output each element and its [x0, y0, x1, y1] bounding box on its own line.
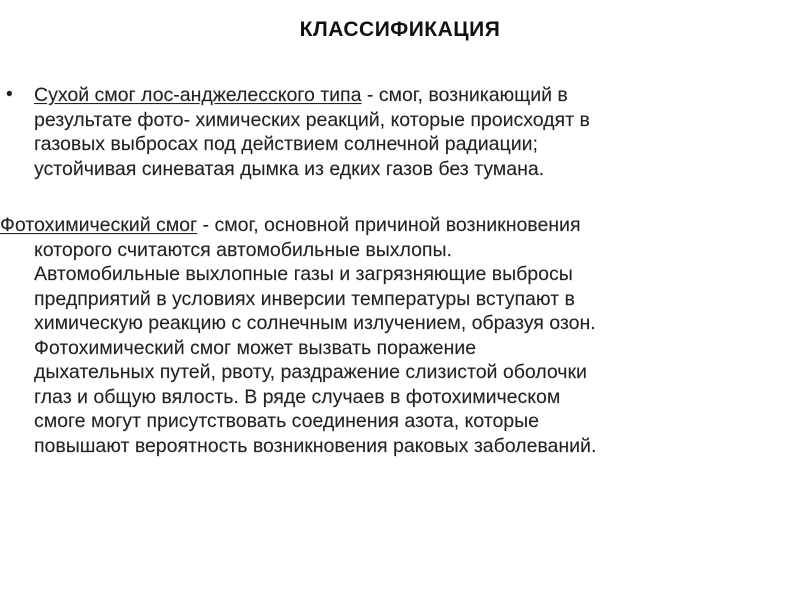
paragraph-line: Автомобильные выхлопные газы и загрязняющие выбросы — [34, 263, 573, 285]
term-photochemical-smog: Фотохимический смог — [0, 214, 198, 236]
paragraph-line: устойчивая синеватая дымка из едких газов без тумана. — [34, 157, 545, 180]
paragraph-line: газовых выбросах под действием солнечной радиации; — [34, 133, 538, 155]
slide-title: КЛАССИФИКАЦИЯ — [299, 18, 501, 41]
paragraph-line — [0, 213, 800, 238]
paragraph-line-text: - смог, возникающий в — [361, 84, 568, 106]
paragraph-line: Фотохимический смог может вызвать поражение — [34, 336, 477, 359]
paragraph-line: повышают вероятность возникновения раковых заболеваний. — [34, 434, 597, 457]
bullet-icon: • — [6, 84, 13, 105]
paragraph-photochemical-smog — [0, 213, 800, 458]
paragraph-dry-smog — [34, 83, 794, 181]
paragraph-line: глаз и общую вялость. В ряде случаев в фотохимическом — [34, 385, 561, 408]
paragraph-line-text: - смог, основной причиной возникновения — [197, 214, 581, 236]
paragraph-line — [34, 83, 794, 108]
paragraph-line: химическую реакцию с солнечным излучением, образуя озон. — [34, 312, 596, 334]
paragraph-line: смоге могут присутствовать соединения азота, которые — [34, 410, 539, 432]
paragraph-line: которого считаются автомобильные выхлопы. — [34, 238, 452, 261]
term-dry-smog: Сухой смог лос-анджелесского типа — [34, 84, 362, 106]
paragraph-line: предприятий в условиях инверсии температуры вступают в — [34, 287, 575, 310]
paragraph-line: дыхательных путей, рвоту, раздражение слизистой оболочки — [34, 361, 587, 383]
paragraph-line: результате фото- химических реакций, которые происходят в — [34, 108, 590, 131]
